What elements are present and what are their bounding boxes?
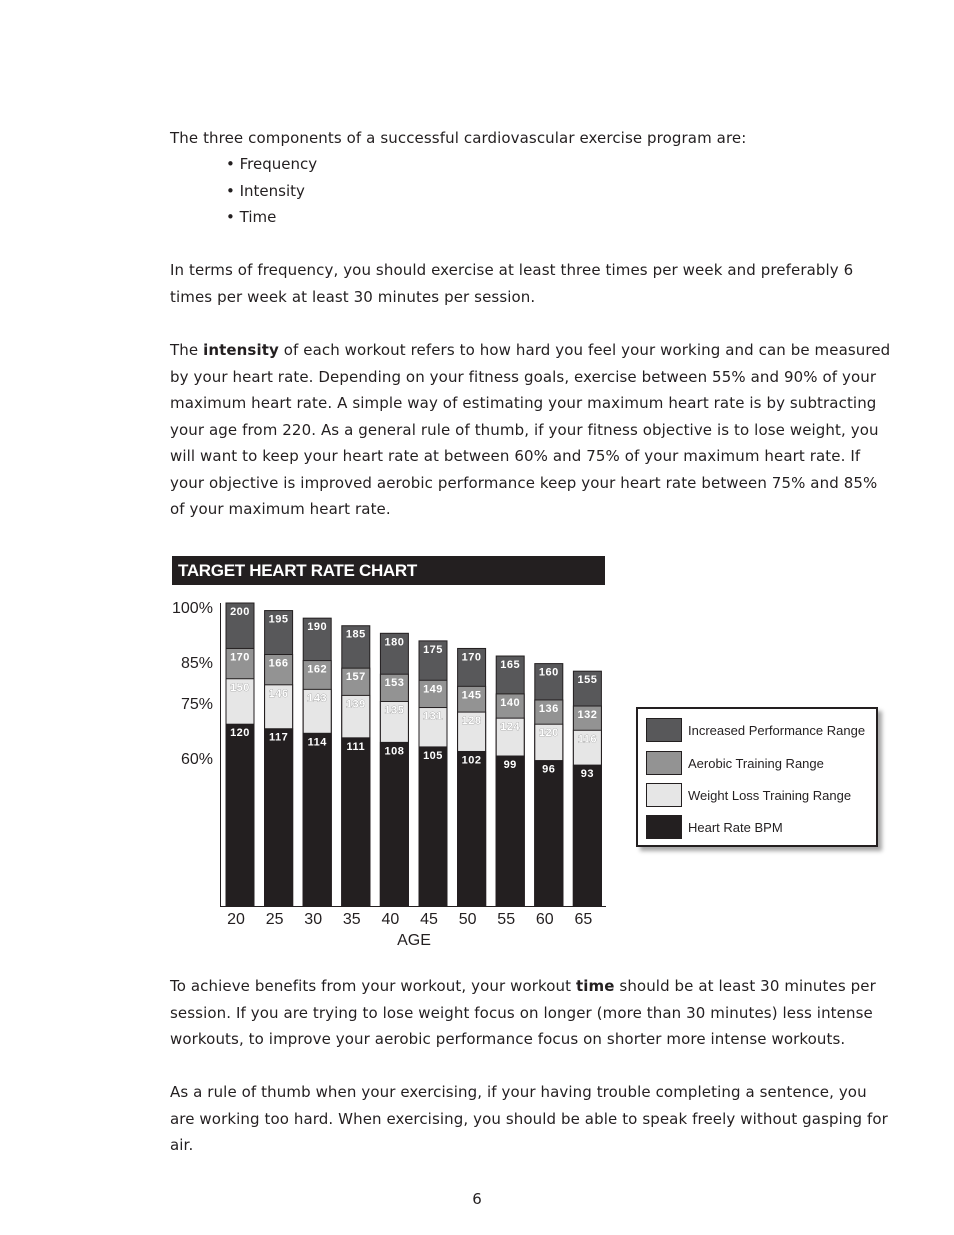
rule-paragraph: As a rule of thumb when your exercising, if your having trouble completing a sentence, you are working too hard. When exercising, you should be able to speak freely without gasping for air. — [170, 1083, 888, 1154]
legend-label: Increased Performance Range — [688, 722, 866, 738]
list-item: • Frequency — [226, 151, 317, 178]
data-label-age-55: 99 — [503, 759, 517, 772]
bar-segment-heart-rate-bpm-age-20 — [226, 724, 254, 906]
data-label-age-40: 153 — [384, 677, 405, 690]
x-tick-label: 45 — [420, 911, 438, 928]
page-number: 6 — [472, 1190, 482, 1208]
x-tick-label: 60 — [535, 911, 554, 928]
data-label-age-35: 111 — [346, 740, 366, 753]
intensity-lead: The — [170, 341, 204, 359]
x-tick-label: 50 — [458, 911, 477, 928]
data-label-age-50: 102 — [461, 754, 482, 767]
time-lead: To achieve benefits from your workout, your workout — [170, 977, 577, 995]
percent-label-75: 75% — [181, 696, 214, 713]
data-label-age-20: 150 — [230, 681, 250, 694]
data-label-age-20: 120 — [230, 727, 250, 740]
bar-segment-heart-rate-bpm-age-45 — [419, 747, 447, 906]
data-label-age-40: 180 — [384, 636, 405, 649]
data-label-age-50: 145 — [461, 689, 482, 702]
legend-item-weight-loss — [646, 782, 851, 808]
x-tick-label: 30 — [304, 911, 323, 928]
bar-segment-heart-rate-bpm-age-60 — [535, 761, 563, 906]
list-item: • Intensity — [226, 178, 317, 205]
legend-label: Aerobic Training Range — [688, 755, 824, 771]
data-label-age-25: 166 — [268, 657, 289, 670]
chart-title: TARGET HEART RATE CHART — [172, 556, 605, 585]
data-label-age-30: 190 — [307, 621, 328, 634]
legend-swatch — [646, 751, 682, 775]
legend-swatch — [646, 718, 682, 742]
data-label-age-65: 93 — [580, 768, 595, 781]
x-tick-label: 40 — [381, 911, 400, 928]
x-tick-label: 20 — [227, 911, 245, 928]
data-label-age-50: 170 — [461, 651, 482, 664]
intro-text: The three components of a successful cardiovascular exercise program are: — [170, 129, 747, 147]
data-label-age-20: 200 — [230, 606, 250, 618]
data-label-age-65: 155 — [577, 674, 598, 687]
data-label-age-60: 160 — [538, 666, 559, 679]
legend-swatch — [646, 783, 682, 807]
legend-swatch — [646, 815, 682, 839]
data-label-age-45: 105 — [423, 749, 443, 762]
bar-segment-heart-rate-bpm-age-35 — [342, 738, 370, 906]
bar-segment-heart-rate-bpm-age-40 — [380, 742, 408, 906]
data-label-age-45: 149 — [423, 683, 443, 696]
data-label-age-30: 114 — [307, 736, 327, 749]
x-tick-label: 55 — [497, 911, 516, 928]
data-label-age-30: 162 — [307, 663, 328, 676]
data-label-age-55: 124 — [500, 721, 521, 734]
percent-label-60: 60% — [181, 751, 214, 768]
data-label-age-20: 170 — [230, 651, 250, 664]
legend-item-aerobic-training — [646, 750, 824, 776]
data-label-age-55: 165 — [500, 659, 521, 672]
frequency-paragraph: In terms of frequency, you should exercise at least three times per week and preferably 6 times per week at least 30 minutes per session. — [170, 261, 854, 306]
data-label-age-40: 108 — [384, 745, 405, 758]
data-label-age-45: 175 — [423, 643, 443, 656]
x-tick-label: 65 — [574, 911, 593, 928]
data-label-age-25: 117 — [268, 731, 289, 744]
data-label-age-60: 120 — [538, 727, 559, 740]
time-keyword: time — [576, 977, 615, 995]
bar-segment-heart-rate-bpm-age-30 — [303, 733, 331, 906]
data-label-age-60: 136 — [538, 702, 559, 715]
percent-label-85: 85% — [181, 655, 214, 672]
x-tick-label: 35 — [342, 911, 361, 928]
data-label-age-45: 131 — [423, 710, 443, 723]
data-label-age-40: 135 — [384, 704, 405, 717]
data-label-age-65: 132 — [577, 709, 598, 722]
percent-label-100: 100% — [172, 600, 213, 617]
legend-label: Heart Rate BPM — [688, 819, 783, 835]
bar-segment-heart-rate-bpm-age-25 — [265, 729, 293, 906]
bar-segment-heart-rate-bpm-age-55 — [496, 756, 524, 906]
data-label-age-35: 139 — [345, 698, 366, 711]
x-axis-label: AGE — [397, 932, 431, 949]
data-label-age-30: 143 — [307, 692, 328, 705]
chart-legend — [636, 707, 878, 847]
bar-segment-heart-rate-bpm-age-50 — [458, 751, 486, 906]
data-label-age-25: 146 — [268, 687, 289, 700]
intensity-keyword: intensity — [203, 341, 279, 359]
legend-item-heart-rate-bpm — [646, 814, 783, 840]
legend-item-increased-performance — [646, 717, 865, 743]
bar-segment-heart-rate-bpm-age-65 — [573, 765, 601, 906]
legend-label: Weight Loss Training Range — [688, 787, 852, 803]
intensity-rest: of each workout refers to how hard you feel your working and can be measured by your heart rate. Depending on your fitness goals, exercise between 55% and 90% of your maximum heart rate. A simple way of estimating your maximum heart rate is by subtracting your age from 220. As a general rule of thumb, if your fitness objective is to lose weight, you will want to keep your heart rate at between 60% and 75% of your maximum heart rate. If your objective is improved aerobic performance keep your heart rate between 75% and 85% of your maximum heart rate. — [170, 341, 891, 518]
data-label-age-65: 116 — [577, 733, 598, 746]
data-label-age-60: 96 — [542, 763, 556, 776]
data-label-age-25: 195 — [268, 613, 289, 626]
time-rest: should be at least 30 minutes per session. If you are trying to lose weight focus on longer (more than 30 minutes) less intense workouts, to improve your aerobic performance focus on shorter more intense workouts. — [170, 977, 876, 1048]
x-tick-label: 25 — [265, 911, 284, 928]
data-label-age-35: 157 — [345, 671, 366, 684]
data-label-age-55: 140 — [500, 696, 521, 709]
time-paragraph — [170, 973, 905, 1053]
data-label-age-50: 128 — [461, 715, 482, 728]
list-item: • Time — [226, 204, 317, 231]
data-label-age-35: 185 — [345, 628, 366, 641]
